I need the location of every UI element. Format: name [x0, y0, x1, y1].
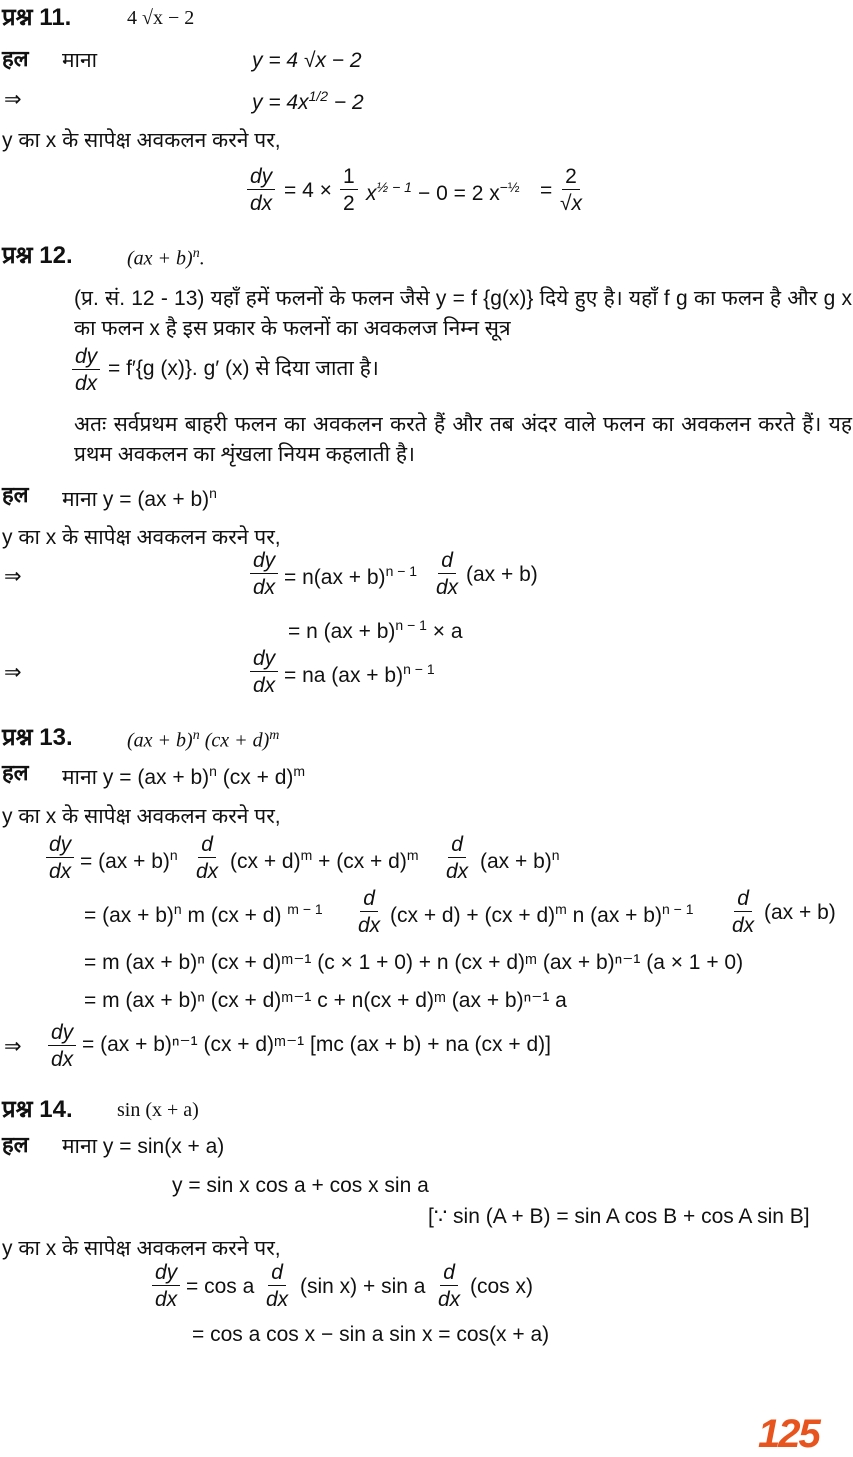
implies-arrow: ⇒ [4, 565, 22, 588]
solution-label: हल [2, 46, 29, 71]
implies-arrow: ⇒ [4, 88, 22, 111]
differentiate-text: y का x के सापेक्ष अवकलन करने पर, [2, 526, 281, 549]
derivative-fraction: $\frac{dy}{dx}$ [250, 550, 278, 598]
derivative-fraction: $\frac{dy}{dx}$ [152, 1262, 180, 1310]
equation-part: = n(ax + b)$^{n - 1}$ [284, 563, 418, 589]
implies-arrow: ⇒ [4, 1035, 22, 1058]
equation-part: (cx + d)$^m$ + (cx + d)$^m$ [230, 847, 419, 873]
question-label: प्रश्न 12. [2, 242, 73, 269]
implies-arrow: ⇒ [4, 661, 22, 684]
chain-rule-formula: = f′{g (x)}. g′ (x) से दिया जाता है। [108, 357, 379, 380]
question-label: प्रश्न 13. [2, 724, 73, 751]
equation: $y = 4x^{1/2} - 2$ [252, 88, 364, 114]
derivative-fraction: $\frac{dy}{dx}$ [247, 166, 275, 214]
let-text: माना y = (ax + b)$^n$ [62, 485, 217, 511]
equation: = (ax + b)ⁿ⁻¹ (cx + d)ᵐ⁻¹ [mc (ax + b) + na (cx + d)] [82, 1033, 551, 1056]
d-fraction: $\frac{d}{dx}$ [732, 887, 755, 937]
let-text: माना [62, 49, 98, 72]
equation-part: = (ax + b)$^n$ [80, 847, 178, 873]
derivative-fraction: $\frac{dy}{dx}$ [72, 346, 100, 394]
solution-label: हल [2, 760, 29, 785]
equation-part: (sin x) + sin a [300, 1275, 426, 1298]
question-expression: 4 √x − 2 [127, 7, 195, 29]
d-fraction: $\frac{d}{dx}$ [446, 833, 469, 883]
solution-label: हल [2, 482, 29, 507]
equation: = m (ax + b)ⁿ (cx + d)ᵐ⁻¹ c + n(cx + d)ᵐ (ax + b)ⁿ⁻¹ a [84, 989, 567, 1012]
result-fraction: $\frac{2}{√x}$ [560, 165, 583, 215]
equation: = cos a cos x − sin a sin x = cos(x + a) [192, 1323, 550, 1346]
d-fraction: $\frac{d}{dx}$ [436, 549, 459, 599]
let-text: माना y = (ax + b)$^n$ (cx + d)$^m$ [62, 763, 306, 789]
derivative-fraction: $\frac{dy}{dx}$ [250, 648, 278, 696]
equation-part: (ax + b)$^n$ [480, 847, 560, 873]
equals: = [540, 179, 553, 202]
equation-part: (cos x) [470, 1275, 533, 1298]
equation-part: = cos a [186, 1275, 255, 1298]
question-expression: (ax + b)$^n$ (cx + d)$^m$ [127, 728, 280, 752]
chain-rule-paragraph: (प्र. सं. 12 - 13) यहाँ हमें फलनों के फलन जैसे y = f {g(x)} दिये हुए है। यहाँ f g का फलन है और g x का फलन x है इस प्रकार के फलनों का अवकलज निम्न सूत्र [74, 287, 852, 340]
equation-part: = 4 × [284, 179, 332, 202]
identity-note: [∵ sin (A + B) = sin A cos B + cos A sin B] [428, 1205, 810, 1228]
derivative-fraction: $\frac{dy}{dx}$ [48, 1022, 76, 1070]
differentiate-text: y का x के सापेक्ष अवकलन करने पर, [2, 1237, 281, 1260]
equation: = n (ax + b)$^{n - 1}$ × a [288, 617, 463, 643]
d-fraction: $\frac{d}{dx}$ [266, 1261, 289, 1311]
equation-part: = (ax + b)$^n$ m (cx + d) $^{m - 1}$ [84, 901, 323, 927]
question-expression: (ax + b)$^n$. [127, 246, 205, 270]
d-fraction: $\frac{d}{dx}$ [196, 833, 219, 883]
equation: y = sin x cos a + cos x sin a [172, 1174, 429, 1197]
differentiate-text: y का x के सापेक्ष अवकलन करने पर, [2, 129, 281, 152]
question-label: प्रश्न 11. [2, 4, 72, 31]
differentiate-text: y का x के सापेक्ष अवकलन करने पर, [2, 805, 281, 828]
equation: = m (ax + b)ⁿ (cx + d)ᵐ⁻¹ (c × 1 + 0) + n (cx + d)ᵐ (ax + b)ⁿ⁻¹ (a × 1 + 0) [84, 951, 744, 974]
half-fraction: $\frac{1}{2}$ [340, 166, 358, 214]
d-fraction: $\frac{d}{dx}$ [358, 887, 381, 937]
equation: y = 4 √x − 2 [252, 49, 362, 72]
d-fraction: $\frac{d}{dx}$ [438, 1261, 461, 1311]
equation-part: (ax + b) [466, 563, 538, 586]
equation-part: (ax + b) [764, 901, 836, 924]
let-text: माना y = sin(x + a) [62, 1135, 225, 1158]
question-label: प्रश्न 14. [2, 1096, 73, 1123]
solution-label: हल [2, 1132, 29, 1157]
equation-part: (cx + d) + (cx + d)$^m$ n (ax + b)$^{n - 1}$ [390, 901, 694, 927]
equation-part: − 0 = 2 $x^{-\frac{1}{2}}$ [418, 179, 520, 205]
page-number: 125 [758, 1412, 819, 1456]
equation: = na (ax + b)$^{n - 1}$ [284, 661, 435, 687]
chain-rule-paragraph: अतः सर्वप्रथम बाहरी फलन का अवकलन करते हैं और तब अंदर वाले फलन का अवकलन करते हैं। यह प्रथम अवकलन का शृंखला नियम कहलाती है। [74, 413, 852, 466]
question-expression: sin (x + a) [117, 1099, 199, 1121]
equation-part: $x^{\frac{1}{2} - 1}$ [366, 179, 412, 205]
derivative-fraction: $\frac{dy}{dx}$ [46, 834, 74, 882]
